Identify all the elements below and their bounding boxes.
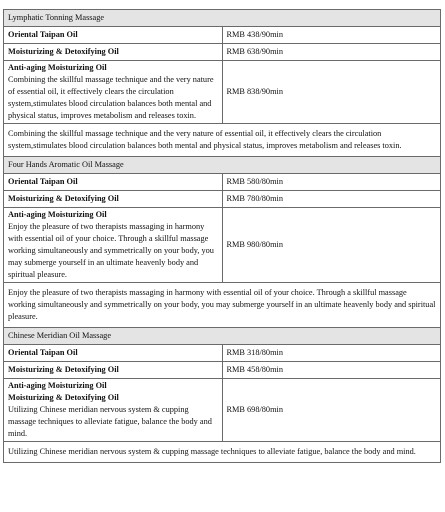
item-price: RMB 580/80min [222, 174, 441, 191]
section-heading: Four Hands Aromatic Oil Massage [4, 157, 441, 174]
section-four-hands [3, 156, 441, 328]
table-row [4, 44, 441, 61]
item-price: RMB 318/80min [222, 345, 441, 362]
section-heading: Lymphatic Tonning Massage [4, 10, 441, 27]
item-name: Oriental Taipan Oil [8, 30, 78, 39]
table-row [4, 174, 441, 191]
item-name: Moisturizing & Detoxifying Oil [8, 47, 119, 56]
section-lymphatic [3, 9, 441, 157]
item-name: Oriental Taipan Oil [8, 177, 78, 187]
item-price: RMB 458/80min [222, 362, 441, 379]
item-description: Enjoy the pleasure of two therapists massaging in harmony with essential oil of your choice. Through a skillful massage working simultaneously and symmetrically on your body, you may submerge yourself in an ultimate heavenly body and spiritual pleasure. [8, 222, 214, 280]
item-name: Anti-aging Moisturizing Oil [8, 381, 107, 391]
item-description: Combining the skillful massage technique and the very nature of essential oil, it effectively clears the circulation system,stimulates blood circulation balances both mental and physical status, improves metabolism and releases toxin. [8, 75, 214, 121]
item-price: RMB 638/90min [222, 44, 441, 61]
item-name: Anti-aging Moisturizing Oil [8, 63, 107, 73]
section-heading: Chinese Meridian Oil Massage [4, 328, 441, 345]
item-name: Moisturizing & Detoxifying Oil [8, 194, 119, 204]
table-row [4, 191, 441, 208]
item-price: RMB 780/80min [222, 191, 441, 208]
price-list [3, 9, 441, 463]
section-chinese-meridian [3, 327, 441, 463]
table-row [4, 345, 441, 362]
item-name: Oriental Taipan Oil [8, 348, 78, 358]
table-row [4, 379, 441, 442]
item-price: RMB 838/90min [222, 61, 441, 124]
item-price: RMB 698/80min [222, 379, 441, 442]
section-summary: Enjoy the pleasure of two therapists massaging in harmony with essential oil of your choice. Through a skillful massage working simultaneously and symmetrically on your body, you may submerge yourself in an ultimate heavenly body and spiritual pleasure. [4, 283, 441, 328]
table-row [4, 362, 441, 379]
item-name: Moisturizing & Detoxifying Oil [8, 365, 119, 375]
item-subname: Moisturizing & Detoxifying Oil [8, 393, 119, 403]
table-row [4, 208, 441, 283]
section-summary: Combining the skillful massage technique and the very nature of essential oil, it effectively clears the circulation system,stimulates blood circulation balances both mental and physical status, improves metabolism and releases toxin. [4, 124, 441, 157]
table-row [4, 61, 441, 124]
item-description: Utilizing Chinese meridian nervous system & cupping massage techniques to alleviate fatigue, balance the body and mind. [8, 405, 212, 439]
section-summary: Utilizing Chinese meridian nervous system & cupping massage techniques to alleviate fatigue, balance the body and mind. [4, 442, 441, 463]
table-row [4, 27, 441, 44]
item-name: Anti-aging Moisturizing Oil [8, 210, 107, 220]
item-price: RMB 980/80min [222, 208, 441, 283]
item-price: RMB 438/90min [222, 27, 441, 44]
